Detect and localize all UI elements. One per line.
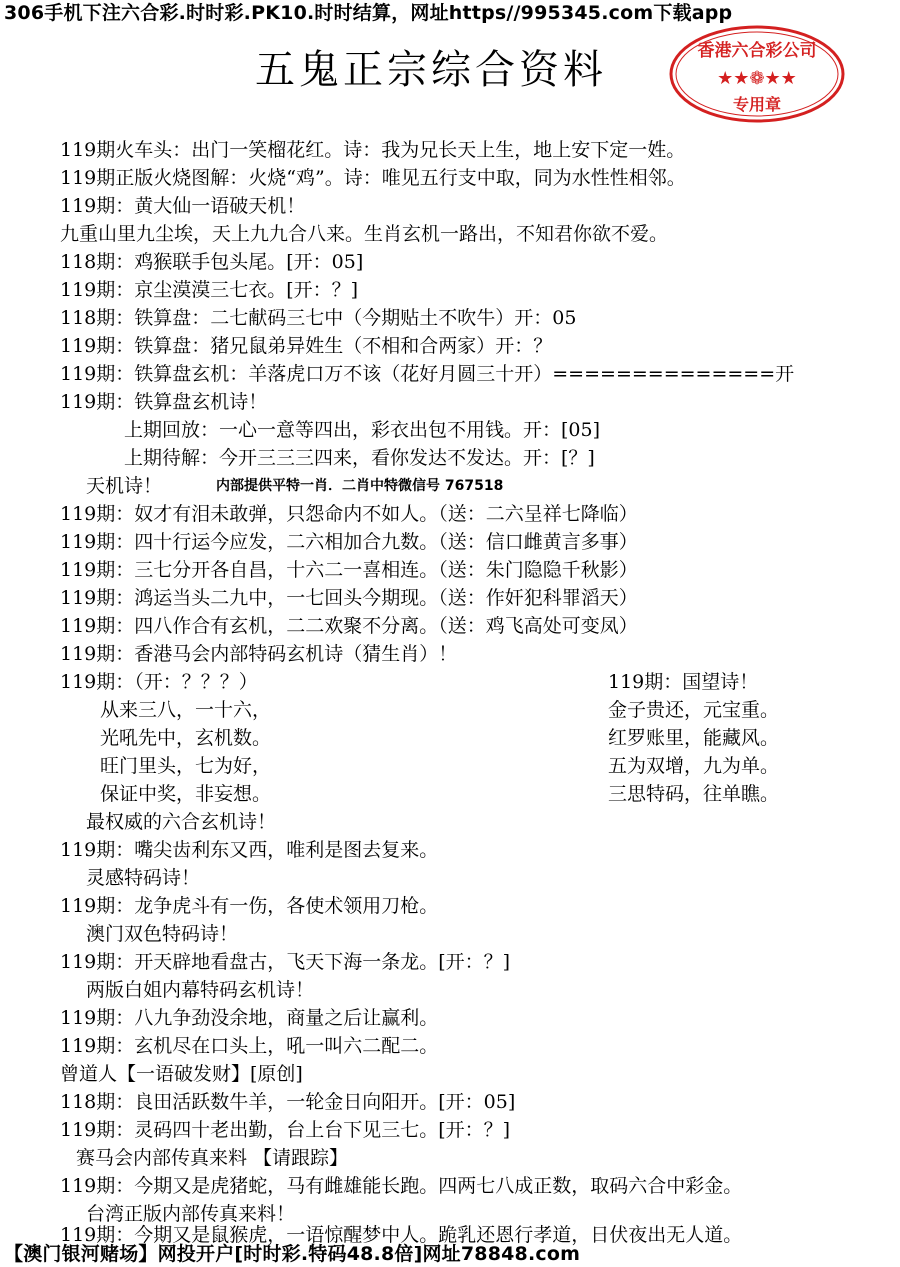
text-line: 119期：八九争劲没余地，商量之后让赢利。 (60, 1007, 439, 1029)
text-line: 119期：龙争虎斗有一伤，各使术领用刀枪。 (60, 895, 439, 917)
text-line: 119期：玄机尽在口头上，吼一叫六二配二。 (60, 1035, 439, 1057)
section-heading: 曾道人【一语破发财】[原创] (60, 1063, 303, 1085)
poem-line: 光吼先中，玄机数。 (100, 727, 272, 749)
section-heading: 澳门双色特码诗！ (86, 923, 239, 945)
text-line: 119期：京尘漠漠三七衣。[开：？] (60, 279, 359, 301)
text-line: 九重山里九尘埃，天上九九合八来。生肖玄机一路出，不知君你欲不爱。 (60, 223, 669, 245)
section-heading: 台湾正版内部传真来料！ (86, 1203, 296, 1225)
text-line: 118期：良田活跃数牛羊，一轮金日向阳开。[开：05] (60, 1091, 516, 1113)
text-line: 119期火车头：出门一笑榴花红。诗：我为兄长天上生，地上安下定一姓。 (60, 139, 686, 161)
text-line: 119期：三七分开各自昌，十六二一喜相连。（送：朱门隐隐千秋影） (60, 559, 638, 581)
text-line: 119期：（开：？？？） (60, 671, 258, 693)
poem-line: 从来三八，一十六， (100, 699, 272, 721)
section-heading: 两版白姐内幕特码玄机诗！ (86, 979, 315, 1001)
contact-note: 内部提供平特一肖．二肖中特微信号 767518 (216, 478, 504, 494)
text-line: 上期待解：今开三三三四来，看你发达不发达。开：[？] (124, 447, 595, 469)
seal-bottom-text: 专用章 (732, 95, 782, 114)
text-line: 119期：铁算盘玄机：羊落虎口万不该（花好月圆三十开）==============开 (60, 363, 795, 385)
right-poem-line: 三思特码，往单瞧。 (608, 783, 780, 805)
text-line: 119期：铁算盘玄机诗！ (60, 391, 268, 413)
text-line: 119期：四十行运今应发，二六相加合九数。（送：信口雌黄言多事） (60, 531, 638, 553)
text-line: 119期：香港马会内部特码玄机诗（猜生肖）！ (60, 643, 458, 665)
top-ad-banner: 306手机下注六合彩.时时彩.PK10.时时结算，网址https//995345.com下载app (4, 2, 733, 24)
text-line: 119期正版火烧图解：火烧“鸡”。诗：唯见五行支中取，同为水性性相邻。 (60, 167, 686, 189)
section-heading: 天机诗！ (86, 475, 163, 497)
text-line: 119期：嘴尖齿利东又西，唯利是图去复来。 (60, 839, 439, 861)
page-title: 五鬼正宗综合资料 (255, 47, 607, 93)
text-line: 119期：四八作合有玄机，二二欢聚不分离。（送：鸡飞高处可变凤） (60, 615, 638, 637)
text-line: 119期：铁算盘：猪兄鼠弟异姓生（不相和合两家）开：？ (60, 335, 553, 357)
company-seal-icon (668, 24, 846, 124)
text-line: 119期：灵码四十老出勤，台上台下见三七。[开：？] (60, 1119, 511, 1141)
right-poem-line: 金子贵还，元宝重。 (608, 699, 780, 721)
section-heading: 赛马会内部传真来料 【请跟踪】 (76, 1147, 349, 1169)
seal-arc-text: 香港六合彩公司 (697, 41, 817, 61)
text-line: 119期：开天辟地看盘古，飞天下海一条龙。[开：？] (60, 951, 511, 973)
text-line: 119期：黄大仙一语破天机！ (60, 195, 306, 217)
text-line: 118期：鸡猴联手包头尾。[开：05] (60, 251, 364, 273)
text-line: 119期：奴才有泪未敢弹，只怨命内不如人。（送：二六呈祥七降临） (60, 503, 638, 525)
section-heading: 最权威的六合玄机诗！ (86, 811, 277, 833)
text-line: 119期：鸿运当头二九中，一七回头今期现。（送：作奸犯科罪滔天） (60, 587, 638, 609)
right-poem-title: 119期：国望诗！ (608, 671, 759, 693)
section-heading: 灵感特码诗！ (86, 867, 201, 889)
right-poem-line: 红罗账里，能藏风。 (608, 727, 780, 749)
text-line: 119期：今期又是虎猪蛇，马有雌雄能长跑。四两七八成正数，取码六合中彩金。 (60, 1175, 743, 1197)
poem-line: 保证中奖，非妄想。 (100, 783, 272, 805)
seal-stars: ★★❁★★ (717, 68, 797, 89)
text-line: 119期：今期又是鼠猴虎，一语惊醒梦中人。跪乳还恩行孝道，日伏夜出无人道。 (60, 1224, 743, 1246)
bottom-ad-banner: 【澳门银河赌场】网投开户[时时彩.特码48.8倍]网址78848.com (4, 1243, 581, 1265)
text-line: 118期：铁算盘：二七献码三七中（今期贴土不吹牛）开：05 (60, 307, 577, 329)
right-poem-line: 五为双增，九为单。 (608, 755, 780, 777)
text-line: 上期回放：一心一意等四出，彩衣出包不用钱。开：[05] (124, 419, 601, 441)
poem-line: 旺门里头，七为好， (100, 755, 272, 777)
